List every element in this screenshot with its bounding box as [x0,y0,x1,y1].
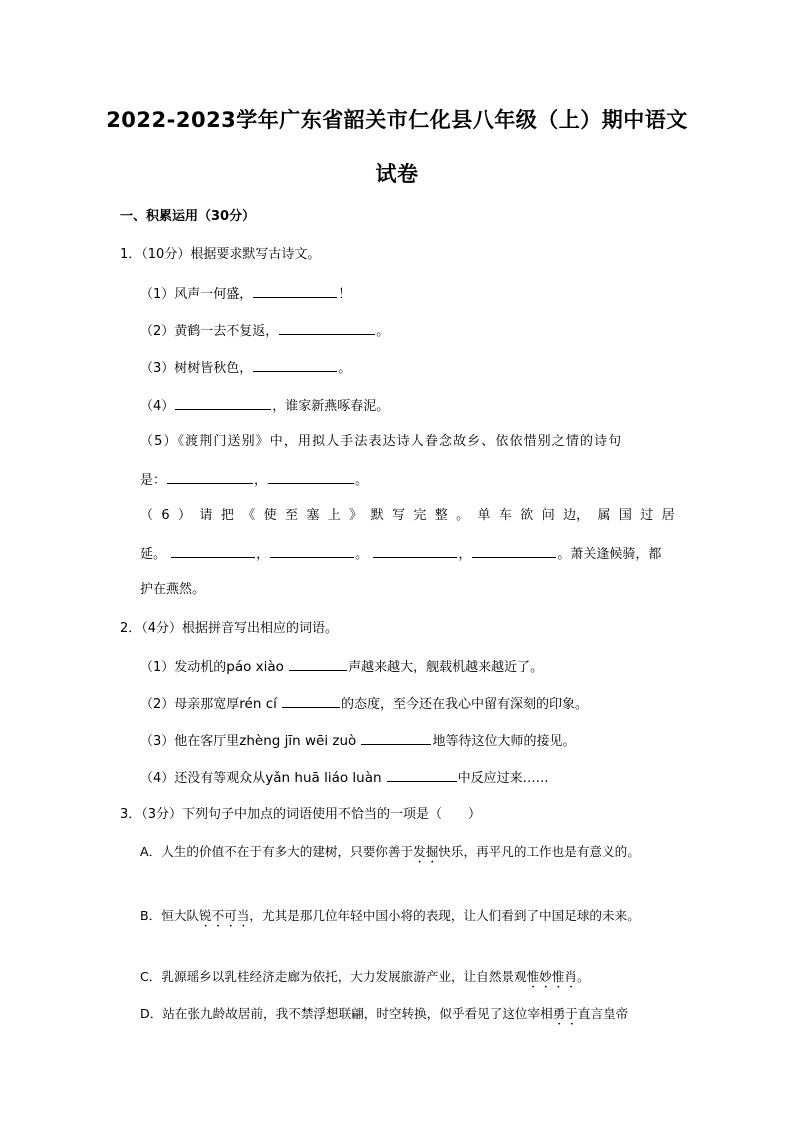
q1-item-6-char: ） [178,508,192,523]
q1-item-6-tail: 。萧关逢候骑，都 [557,547,662,562]
q2-item-4 [140,768,549,788]
q1-item-6-char: 欲 [520,508,534,523]
q3-option-a-text: 快乐，再平凡的工作也是有意义的。 [438,844,640,859]
q3-option-d-text: D．站在张九龄故居前，我不禁浮想联翩，时空转换，似乎看见了这位宰相 [140,1006,553,1021]
answer-blank[interactable] [253,358,337,372]
q2-item-3-end: 地等待这位大师的接见。 [432,734,576,749]
q1-item-6-char: 默 [370,508,384,523]
q1-item-3-text: （3）树树皆秋色， [140,361,253,376]
answer-blank[interactable] [279,321,375,335]
q1-item-6-sep: 。 [355,547,369,562]
q1-item-2-text: （2）黄鹤一去不复返， [140,324,279,339]
q1-item-6-line2 [140,544,661,564]
q1-item-6-char: 》 [349,508,363,523]
q1-item-6-char: 国 [618,508,632,523]
q3-option-b[interactable] [140,907,640,930]
q2-item-4-end: 中反应过来…… [457,771,549,786]
exam-title-line2: 试卷 [375,162,419,186]
answer-blank[interactable] [387,768,457,782]
dotted-word: 勇于 [552,1006,578,1021]
q2-item-3 [140,731,575,751]
q1-item-6-sep: ， [256,547,270,562]
q2-item-2-end: 的态度，至今还在我心中留有深刻的印象。 [341,697,589,712]
answer-blank[interactable] [361,731,431,745]
q1-item-6-char: 属 [597,508,611,523]
q1-stem: 1．（10分）根据要求默写古诗文。 [120,247,321,262]
q2-item-3-text: （3）他在客厅里 [140,734,240,749]
q1-item-6-char: （ [140,508,154,523]
q1-item-6-char: 问 [541,508,555,523]
q1-item-6-char: 至 [285,508,299,523]
q2-item-1 [140,657,543,677]
q1-item-6-char: 使 [263,508,277,523]
q1-item-1-end: ！ [338,287,352,302]
q1-item-5-line2 [140,470,368,490]
q1-item-6-char: 完 [413,508,427,523]
pinyin: rén cí [239,696,277,712]
q1-item-5-lead: 是： [140,473,167,488]
q3-option-b-text: ，尤其是那几位年轻中国小将的表现，让人们看到了中国足球的未来。 [249,908,640,923]
pinyin: páo xiào [226,659,284,675]
answer-blank[interactable] [289,657,347,671]
q1-item-6-char: 车 [498,508,512,523]
dotted-word: 惟妙惟肖 [526,969,577,984]
q1-item-6-lead: 延。 [140,547,167,562]
section-heading: 一、积累运用（30分） [120,209,256,224]
q1-item-4-text: ，谁家新燕啄春泥。 [272,399,390,414]
q3-option-a-text: A．人生的价值不在于有多大的建树，只要你善于 [140,844,414,859]
q1-item-2 [140,321,389,341]
answer-blank[interactable] [171,544,255,558]
q3-option-c-text: 。 [576,969,590,984]
q3-option-c[interactable] [140,968,590,991]
q1-item-6-char: 居 [661,508,675,523]
q2-item-1-text: （1）发动机的 [140,660,227,675]
q2-stem: 2．（4分）根据拼音写出相应的词语。 [120,621,339,636]
q1-item-2-end: 。 [376,324,390,339]
q1-item-5-line1: （5）《渡荆门送别》中，用拟人手法表达诗人眷念故乡、依依惜别之情的诗句 [140,434,623,449]
q1-item-5-end: 。 [355,473,369,488]
dotted-word: 发掘 [413,844,439,859]
answer-blank[interactable] [253,284,337,298]
q3-option-a[interactable] [140,843,640,866]
q1-item-4 [140,396,389,416]
q1-item-6-char: 写 [391,508,405,523]
answer-blank[interactable] [167,470,253,484]
q1-item-6-char: 上 [327,508,341,523]
q1-item-6-sep: ， [458,547,472,562]
q1-item-6-char: 边， [563,508,590,523]
q3-option-b-text: B．恒大队 [140,908,200,923]
q3-option-c-text: C．乳源瑶乡以乳桂经济走廊为依托，大力发展旅游产业，让自然景观 [140,969,527,984]
q1-item-6-char: 整 [434,508,448,523]
answer-blank[interactable] [373,544,457,558]
answer-blank[interactable] [270,544,354,558]
answer-blank[interactable] [268,470,354,484]
answer-blank[interactable] [175,396,271,410]
q1-item-6-char: 过 [640,508,654,523]
q1-item-6-char: 单 [477,508,491,523]
q3-option-d-text: 直言皇帝 [577,1006,629,1021]
q1-item-1-text: （1）风声一何盛， [140,287,253,302]
q1-item-5-sep: ， [254,473,268,488]
q2-item-1-end: 声越来越大，舰载机越来越近了。 [348,660,544,675]
dotted-word: 锐不可当 [199,908,250,923]
q2-item-2 [140,694,588,714]
q1-item-3 [140,358,351,378]
q1-item-6-char: 。 [456,508,470,523]
answer-blank[interactable] [282,694,340,708]
q3-stem: 3．（3分）下列句子中加点的词语使用不恰当的一项是（ ） [120,807,482,822]
q1-item-6-line3: 护在燕然。 [140,582,206,597]
q1-item-4-num: （4） [140,399,175,414]
pinyin: zhèng jīn wēi zuò [239,733,357,749]
exam-title-line1: 2022-2023学年广东省韶关市仁化县八年级（上）期中语文 [106,108,688,132]
q1-item-6-char: 塞 [306,508,320,523]
pinyin: yǎn huā liáo luàn [265,770,382,786]
q1-item-1 [140,284,351,304]
q1-item-6-char: 把 [220,508,234,523]
q1-item-6-char: 6 [161,508,170,523]
q1-item-6-char: 请 [199,508,213,523]
q2-item-4-text: （4）还没有等观众从 [140,771,266,786]
answer-blank[interactable] [472,544,556,558]
q2-item-2-text: （2）母亲那宽厚 [140,697,240,712]
q3-option-d[interactable] [140,1005,628,1028]
q1-item-3-end: 。 [338,361,352,376]
q1-item-6-char: 《 [242,508,256,523]
q1-item-6-line1 [140,507,675,525]
